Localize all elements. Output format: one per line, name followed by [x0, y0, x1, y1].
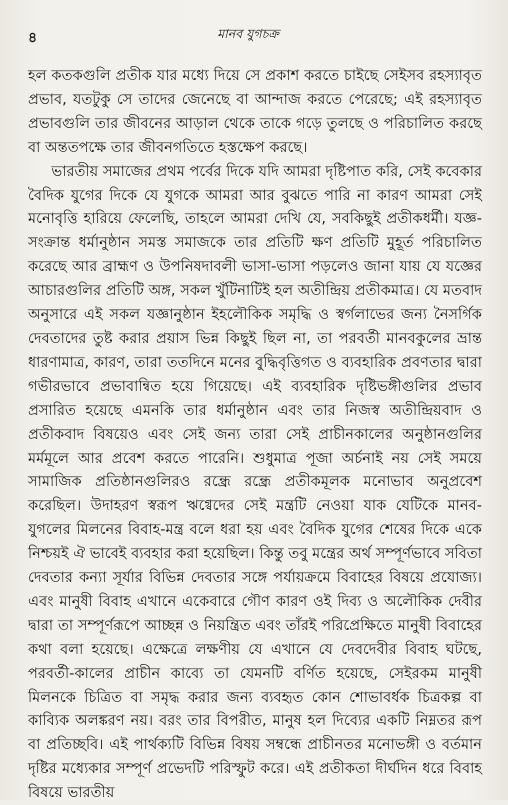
- page-header: [28, 26, 468, 46]
- body-text: [28, 64, 482, 802]
- paragraph-continued: হল কতকগুলি প্রতীক যার মধ্যে দিয়ে সে প্রকাশ করতে চাইছে সেইসব রহস্যাবৃত প্রভাব, যতটুকু সে তাদের জেনেছে বা আন্দাজ করতে পেরেছে; এই রহস্যাবৃত প্রভাবগুলি তার জীবনের আড়াল থেকে তাকে গড়ে তুলছে ও পরিচালিত করছে বা অন্ততপক্ষে তার জীবনগতিতে হস্তক্ষেপ করছে।: [28, 67, 482, 156]
- paragraph: ভারতীয় সমাজের প্রথম পর্বের দিকে যদি আমরা দৃষ্টিপাত করি, সেই কবেকার বৈদিক যুগের দিকে যে যুগকে আমরা আর বুঝতে পারি না কারণ আমরা সেই মনোবৃত্তি হারিয়ে ফেলেছি, তাহলে আমরা দেখি যে, সবকিছুই প্রতীকধর্মী। যজ্ঞ-সংক্রান্ত ধর্মানুষ্ঠান সমস্ত সমাজকে তার প্রতিটি ক্ষণ প্রতিটি মুহূর্ত পরিচালিত করেছে আর ব্রাহ্মণ ও উপনিষদাবলী ভাসা-ভাসা পড়লেও জানা যায় যে যজ্ঞের আচারগুলির প্রতিটি অঙ্গ, সকল খুঁটিনাটিই হল অতীন্দ্রিয় প্রতীকমাত্র। যে মতবাদ অনুসারে এই সকল যজ্ঞানুষ্ঠান ইহলৌকিক সমৃদ্ধি ও স্বর্গলাভের জন্য নৈসর্গিক দেবতাদের তুষ্ট করার প্রয়াস ভিন্ন কিছুই ছিল না, তা পরবর্তী মানবকুলের ভ্রান্ত ধারণামাত্র, কারণ, তারা ততদিনে মনের বুদ্ধিবৃত্তিগত ও ব্যবহারিক প্রবণতার দ্বারা গভীরভাবে প্রভাবান্বিত হয়ে গিয়েছে। এই ব্যবহারিক দৃষ্টিভঙ্গীগুলির প্রভাব প্রসারিত হয়েছে এমনকি তার ধর্মানুষ্ঠান এবং তার নিজস্ব অতীন্দ্রিয়বাদ ও প্রতীকবাদ বিষয়েও এবং সেই জন্য তারা সেই প্রাচীনকালের অনুষ্ঠানগুলির মর্মমূলে আর প্রবেশ করতে পারেনি। শুধুমাত্র পূজা অর্চনাই নয় সেই সময়ে সামাজিক প্রতিষ্ঠানগুলিরও রন্ধ্রে রন্ধ্রে প্রতীকমূলক মনোভাব অনুপ্রবেশ করেছিল। উদাহরণ স্বরূপ ঋগ্বেদের সেই মন্ত্রটি নেওয়া যাক যেটিকে মানব-যুগলের মিলনের বিবাহ-মন্ত্র বলে ধরা হয় এবং বৈদিক যুগের শেষের দিকে একে নিশ্চয়ই ঐ ভাবেই ব্যবহার করা হয়েছিল। কিন্তু তবু মন্ত্রের অর্থ সম্পূর্ণভাবে সবিতা দেবতার কন্যা সূর্যার বিভিন্ন দেবতার সঙ্গে পর্যায়ক্রমে বিবাহের বিষয়ে প্রযোজ্য। এবং মানুষী বিবাহ এখানে একেবারে গৌণ কারণ ওই দিব্য ও অলৌকিক দেবীর দ্বারা তা সম্পূর্ণরূপে আচ্ছন্ন ও নিয়ন্ত্রিত এবং তাঁরই পরিপ্রেক্ষিতে মানুষী বিবাহের কথা বলা হয়েছে। এক্ষেত্রে লক্ষণীয় যে এখানে যে দেবদেবীর বিবাহ ঘটছে, পরবর্তী-কালের প্রাচীন কাব্যে তা যেমনটি বর্ণিত হয়েছে, সেইরকম মানুষী মিলনকে চিত্রিত বা সমৃদ্ধ করার জন্য ব্যবহৃত কোন শোভাবর্ধক চিত্রকল্প বা কাব্যিক অলঙ্করণ নয়। বরং তার বিপরীত, মানুষ হল দিব্যের একটি নিম্নতর রূপ বা প্রতিচ্ছবি। এই পার্থক্যটি বিভিন্ন বিষয় সম্বন্ধে প্রাচীনতর মনোভঙ্গী ও বর্তমান দৃষ্টির মধ্যেকার সম্পূর্ণ প্রভেদটি পরিস্ফুট করে। এই প্রতীকতা দীর্ঘদিন ধরে বিবাহ বিষয়ে ভারতীয়: [28, 162, 482, 802]
- running-title: মানব যুগচক্র: [217, 26, 279, 41]
- page-number: ৪: [28, 30, 38, 46]
